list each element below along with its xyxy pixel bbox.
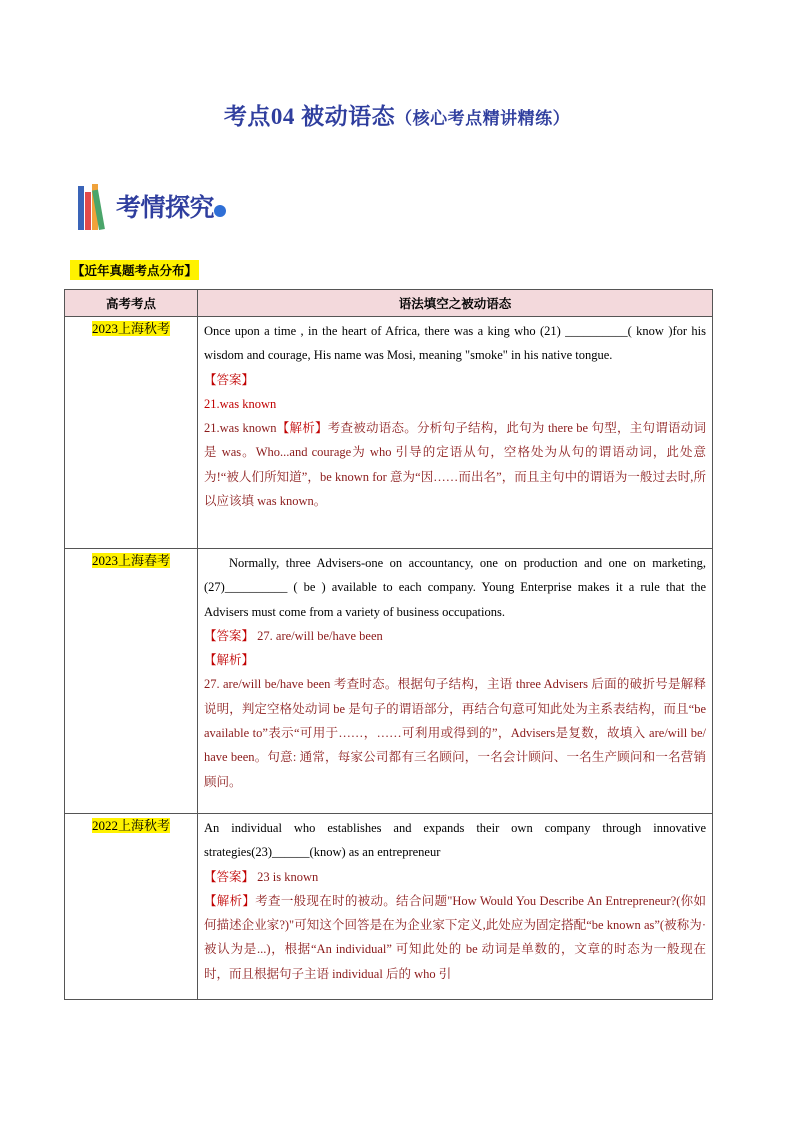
- books-icon: [78, 180, 114, 230]
- banner-label: 考情探究: [116, 193, 215, 222]
- question-text: An individual who establishes and expands their own company through innovative strategies(23)______(know) as an entrepreneur: [204, 821, 706, 860]
- analysis-label: 【解析】: [276, 421, 328, 436]
- content-cell: [198, 317, 713, 549]
- analysis-text: 27. are/will be/have been 考查时态。根据句子结构，主语 three Advisers 后面的破折号是解释说明，判定空格处动词 be 是句子的谓语部分，再结合句意可知此处为主系表结构，而且“be available to”表示“可用于……，……可利用或得到的”，Advisers是复数，故填入 are/will be/ have been。句意: 通常，每家公司都有三名顾问，一名会计顾问、一名生产顾问和一名营销顾问。: [204, 677, 706, 789]
- answer-label: 【答案】: [204, 628, 255, 643]
- analysis-text: [204, 889, 706, 986]
- table-row: [65, 549, 713, 814]
- section-label: 【近年真题考点分布】: [70, 260, 199, 280]
- table-row: [65, 317, 713, 549]
- answer-text: 21.was known: [204, 396, 277, 411]
- analysis-label: 【解析】: [204, 653, 255, 668]
- analysis-body: 考查被动语态。分析句子结构，此句为 there be 句型，主句谓语动词是 was。Who...and courage为 who 引导的定语从句，空格处为从句的谓语动词，此处意为!“被人们所知道”，be known for 意为“因……而出名”，而且主句中的谓语为一般过去时,所以应该填 was known。: [204, 421, 707, 509]
- header-exam-point: 高考考点: [65, 290, 198, 317]
- year-cell: [65, 814, 198, 1000]
- analysis-body: 考查一般现在时的被动。结合问题"How Would You Describe An Entrepreneur?(你如何描述企业家?)"可知这个回答是在为企业家下定义,此处应为固定搭配“be known as”(被称为·被认为是...)，根据“An individual” 可知此处的 be 动词是单数的，文章的时态为一般现在时，而且根据句子主语 individual 后的 who 引: [204, 893, 706, 981]
- year-label: 2023上海秋考: [91, 321, 170, 336]
- table-row: [65, 814, 713, 1000]
- year-cell: [65, 317, 198, 549]
- answer-text: 23 is known: [257, 869, 319, 884]
- content-cell: [198, 549, 713, 814]
- year-label: 2023上海春考: [91, 553, 170, 568]
- exam-table: [64, 289, 713, 1000]
- page-title-main: 考点04 被动语态: [223, 104, 396, 129]
- banner-dot: [214, 205, 226, 217]
- answer-text: 27. are/will be/have been: [257, 628, 383, 643]
- analysis-label: 【解析】: [204, 893, 256, 908]
- question-text: Once upon a time , in the heart of Africa, there was a king who (21) __________( know )for his wisdom and courage, His name was Mosi, meaning "smoke" in his native tongue.: [204, 324, 706, 363]
- question-text: Normally, three Advisers-one on accountancy, one on production and one on marketing,(27)__________ ( be ) available to each company. Young Enterprise makes it a rule that the Advisers must come from a variety of business occupations.: [204, 556, 706, 619]
- answer-label: 【答案】: [204, 869, 255, 884]
- answer-label: 【答案】: [204, 372, 255, 387]
- content-cell: [198, 814, 713, 1000]
- year-label: 2022上海秋考: [91, 818, 170, 833]
- page-title-sub: （核心考点精讲精练）: [395, 109, 571, 128]
- page-title: [0, 98, 794, 131]
- year-cell: [65, 549, 198, 814]
- header-topic: 语法填空之被动语态: [198, 290, 713, 317]
- answer-line: [204, 624, 706, 648]
- analysis-prefix: 21.was known: [204, 421, 277, 436]
- section-banner: [78, 180, 228, 230]
- analysis-text: [204, 416, 706, 513]
- answer-line: [204, 865, 706, 889]
- table-header-row: [65, 290, 713, 317]
